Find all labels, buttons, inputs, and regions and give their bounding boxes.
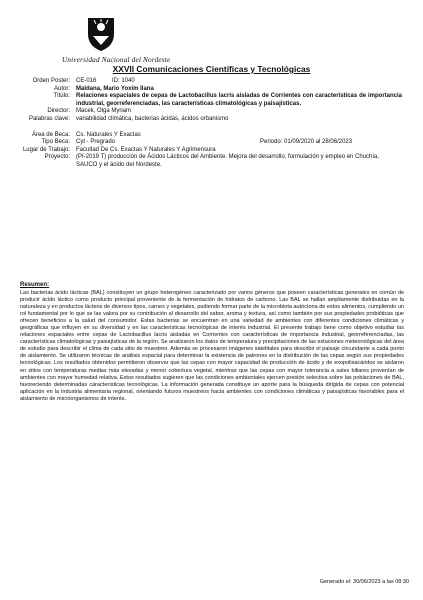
proyecto-row xyxy=(22,154,402,169)
titulo-row xyxy=(22,93,402,108)
titulo-label: Título: xyxy=(53,93,70,100)
autor-label: Autor: xyxy=(53,85,70,92)
generated-timestamp: Generado el: 30/06/2023 a las 08:30 xyxy=(319,579,409,585)
orden-label: Orden Poster: xyxy=(32,78,70,84)
palabras-row xyxy=(22,116,402,124)
area-row xyxy=(22,132,402,140)
tipo-value: Cyt - Pregrado xyxy=(76,139,116,146)
orden-id: ID: 1040 xyxy=(112,78,135,84)
university-emblem-icon xyxy=(84,14,118,52)
resumen-body: Las bacterias ácido lácticas (BAL) constituyen un grupo heterogéneo caracterizado por varios géneros que poseen características generales en común de producir ácido láctico como producto principal proveniente de la fermentación de hidratos de carbono. Las BAL se hallan ampliamente distribuidas en la naturaleza y en productos lácteos de diversos tipos, carnes y vegetales, pudiendo formar parte de la microbiota autóctona de estos alimentos, cumpliendo un rol fundamental por lo que se las valora por su contribución al desarrollo del sabor, aroma y textura, así como también por sus propiedades probióticas que ofrecen beneficios a la salud del consumidor. Estas bacterias se encuentran en una variedad de ambientes con diferentes condiciones climáticas y geográficas que influyen en su diversidad y en las características tecnológicas de interés industrial. El presente trabajo tiene como objetivo estudiar las relaciones espaciales entre cepas de Lactobacillus lacris aisladas en Corrientes con características de importancia industrial, georreferenciadas, las características climatológicas y paisajísticas de la región. Se analizaron los datos de temperatura y precipitaciones de las estaciones meteorológicas del área de estudio para describir el clima de cada sitio de muestreo. Además se procesaron imágenes satelitales para describir el paisaje circundante a cada punto de aislamiento. Se utilizaron técnicas de análisis espacial para determinar la existencia de patrones en la distribución de las cepas según sus propiedades tecnológicas. Los resultados obtenidos permitieron observar que las cepas con mayor capacidad de producción de ácido y de exopolisacáridos se aislaron en sitios con temperaturas medias más elevadas y menor cobertura vegetal, mientras que las cepas con mayor tolerancia a sales biliares provenían de ambientes con mayor humedad relativa. Estos resultados sugieren que las condiciones ambientales ejercen presión selectiva sobre las poblaciones de BAL, favoreciendo determinadas características tecnológicas. La información generada constituye un aporte para la búsqueda dirigida de cepas con potencial aplicación en la industria alimentaria regional, orientando futuros muestreos hacia ambientes con condiciones climáticas y paisajísticas favorables para el aislamiento de microorganismos de interés. xyxy=(20,290,404,402)
metadata-section xyxy=(22,78,402,170)
proyecto-label: Proyecto: xyxy=(44,154,70,161)
titulo-value: Relaciones espaciales de cepas de Lactobacillus lacris aisladas de Corrientes con características de importancia industrial, georreferenciadas, las características climatológicas y paisajísticas. xyxy=(76,93,402,107)
proyecto-value: (PI-2019 T) producción de Ácidos Lácticos del Ambiente. Mejora del desarrollo, formulación y empleo en Chuchía, SAUCO y el ácido del Nordeste. xyxy=(76,154,380,168)
lugar-value: Facultad De Cs. Exactas Y Naturales Y Agrimensura xyxy=(76,146,216,153)
university-name: Universidad Nacional del Nordeste xyxy=(62,56,171,64)
palabras-label: Palabras clave: xyxy=(28,115,70,122)
periodo-value: Periodo: 01/09/2020 al 28/06/2023 xyxy=(260,139,353,146)
lugar-label: Lugar de Trabajo: xyxy=(22,146,70,153)
document-title xyxy=(0,64,423,74)
area-label: Área de Beca: xyxy=(31,131,70,138)
autor-row xyxy=(22,86,402,94)
orden-value: CE-016 xyxy=(76,78,97,84)
director-row xyxy=(22,108,402,116)
resumen-heading: Resumen: xyxy=(20,282,50,288)
document-title-text: XXVII Comunicaciones Científicas y Tecnológicas xyxy=(112,64,311,74)
tipo-row xyxy=(22,139,402,147)
autor-value: Maldana, Mario Yoxim Ilana xyxy=(76,85,154,92)
area-value: Cs. Naturales Y Exactas xyxy=(76,131,141,138)
orden-row xyxy=(22,78,402,86)
palabras-value: variabilidad climática, bacterias ácidas, ácidos orbanismo xyxy=(76,115,229,122)
director-label: Director: xyxy=(47,108,70,115)
resumen-section xyxy=(20,282,404,403)
director-value: Macek, Olga Myriam xyxy=(76,108,132,115)
tipo-label: Tipo Beca: xyxy=(41,139,70,146)
